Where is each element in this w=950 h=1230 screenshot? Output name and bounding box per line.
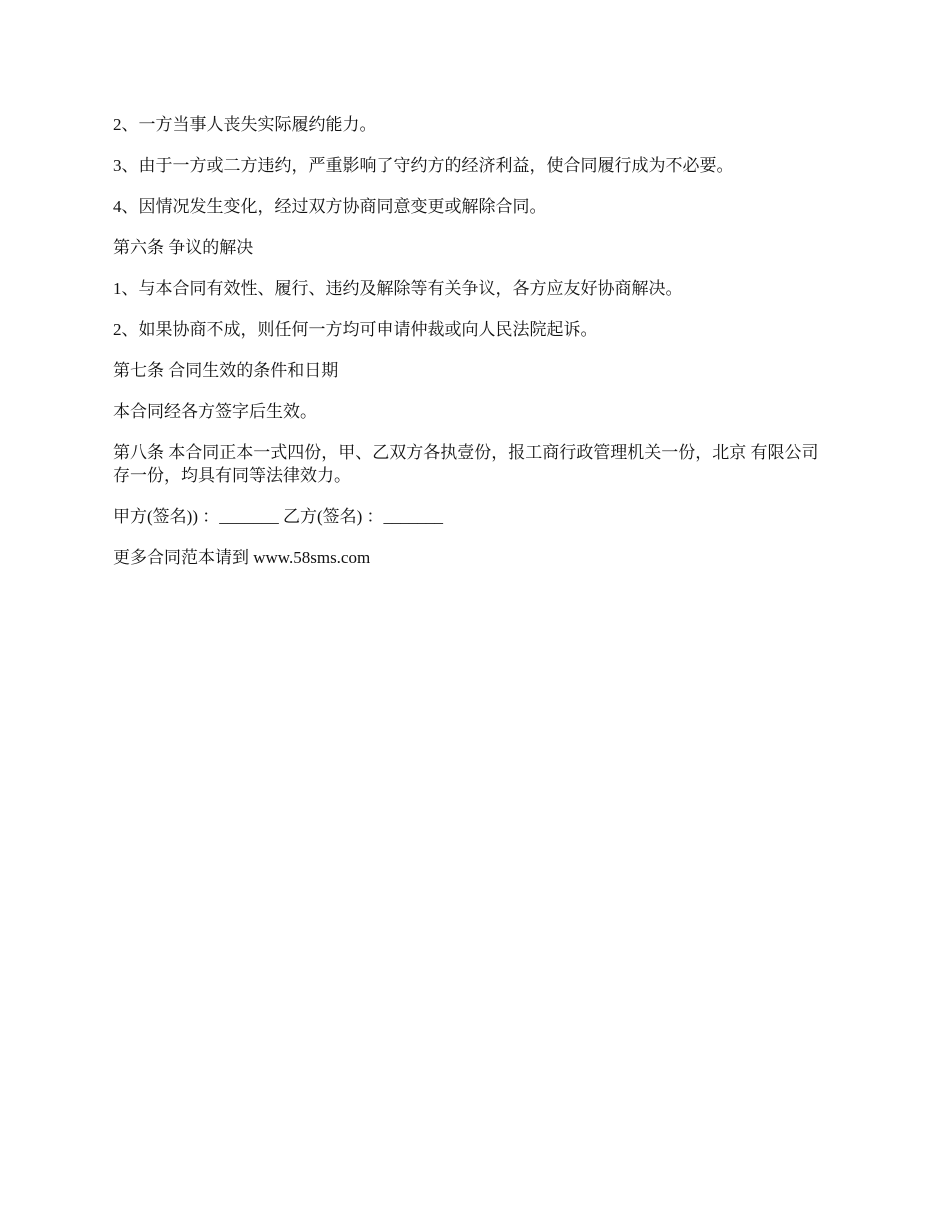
clause-item-3: 3、由于一方或二方违约，严重影响了守约方的经济利益，使合同履行成为不必要。 bbox=[113, 156, 734, 175]
signature-line: 甲方(签名)) ：_______ 乙方(签名) ：_______ bbox=[113, 507, 444, 526]
article-7-heading: 第七条 合同生效的条件和日期 bbox=[113, 361, 339, 380]
article-6-heading: 第六条 争议的解决 bbox=[113, 238, 254, 257]
article-6-item-2: 2、如果协商不成，则任何一方均可申请仲裁或向人民法院起诉。 bbox=[113, 320, 598, 339]
document-page bbox=[113, 113, 835, 587]
clause-item-2: 2、一方当事人丧失实际履约能力。 bbox=[113, 115, 377, 134]
footer-link-text: 更多合同范本请到 www.58sms.com bbox=[113, 548, 371, 567]
clause-item-4: 4、因情况发生变化，经过双方协商同意变更或解除合同。 bbox=[113, 197, 547, 216]
article-8-body: 第八条 本合同正本一式四份，甲、乙双方各执壹份，报工商行政管理机关一份，北京 有限公司存一份，均具有同等法律效力。 bbox=[113, 443, 819, 485]
article-7-body: 本合同经各方签字后生效。 bbox=[113, 402, 317, 421]
article-6-item-1: 1、与本合同有效性、履行、违约及解除等有关争议，各方应友好协商解决。 bbox=[113, 279, 683, 298]
